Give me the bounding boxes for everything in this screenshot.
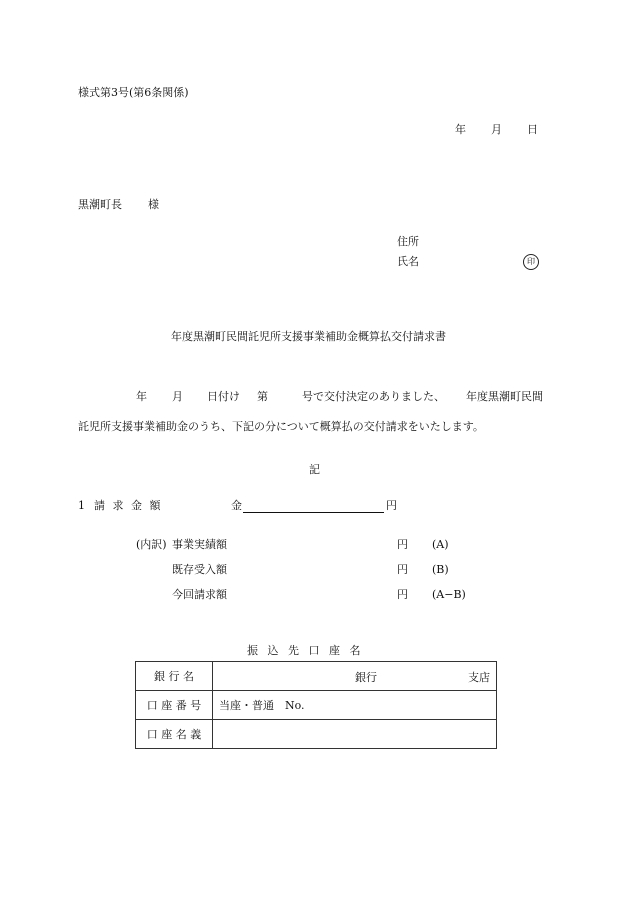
body-day-of: 日付け	[207, 390, 240, 403]
addressee-name: 黒潮町長	[78, 198, 122, 211]
bank-name-field[interactable]	[213, 662, 497, 691]
form-number: 様式第3号(第6条関係)	[78, 86, 189, 99]
table-row	[136, 662, 497, 691]
breakdown-code: (A−B)	[432, 588, 466, 601]
bank-suffix: 銀行	[355, 671, 377, 684]
address-label: 住所	[397, 235, 419, 248]
account-holder-label: 口 座 名 義	[136, 720, 213, 749]
date-year: 年	[455, 123, 466, 136]
breakdown-label: 事業実績額	[172, 538, 227, 551]
item-number: 1	[78, 499, 85, 512]
yen-label: 円	[386, 499, 397, 512]
breakdown-label: 今回請求額	[172, 588, 227, 601]
body-line-2: 託児所支援事業補助金のうち、下記の分について概算払の交付請求をいたします。	[78, 420, 484, 433]
bank-account-table	[135, 661, 497, 749]
breakdown-yen: 円	[397, 538, 408, 551]
table-row	[136, 720, 497, 749]
body-month: 月	[172, 390, 183, 403]
breakdown-yen: 円	[397, 588, 408, 601]
amount-underline[interactable]	[243, 512, 384, 513]
date-month: 月	[491, 123, 502, 136]
ki-heading: 記	[309, 463, 320, 476]
breakdown-code: (A)	[432, 538, 449, 551]
account-number-field[interactable]: 当座・普通 No.	[213, 691, 497, 720]
breakdown-label: 既存受入額	[172, 563, 227, 576]
addressee-honorific: 様	[148, 198, 159, 211]
account-holder-field[interactable]	[213, 720, 497, 749]
body-dai: 第	[257, 390, 268, 403]
kin-label: 金	[231, 499, 242, 512]
name-label: 氏名	[397, 255, 419, 268]
body-year: 年	[136, 390, 147, 403]
breakdown-prefix: (内訳)	[136, 538, 167, 551]
breakdown-code: (B)	[432, 563, 449, 576]
bank-heading: 振 込 先 口 座 名	[247, 644, 364, 657]
date-day: 日	[527, 123, 538, 136]
account-number-label: 口 座 番 号	[136, 691, 213, 720]
document-title: 年度黒潮町民間託児所支援事業補助金概算払交付請求書	[171, 330, 446, 343]
branch-suffix: 支店	[468, 671, 490, 684]
seal-mark: 印	[523, 254, 539, 270]
bank-name-label: 銀 行 名	[136, 662, 213, 691]
breakdown-yen: 円	[397, 563, 408, 576]
body-rest: 号で交付決定のありました、	[302, 390, 445, 403]
body-rest2: 年度黒潮町民間	[466, 390, 543, 403]
request-amount-label: 請 求 金 額	[94, 499, 163, 512]
table-row	[136, 691, 497, 720]
